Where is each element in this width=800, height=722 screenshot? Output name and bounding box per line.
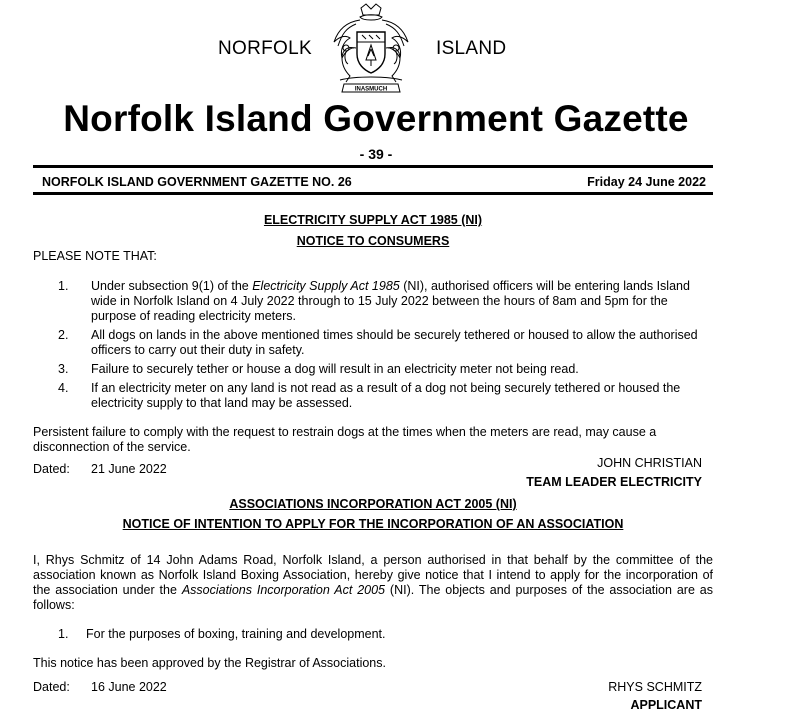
crest-motto: INASMUCH <box>354 86 388 93</box>
signatory-title: APPLICANT <box>630 698 702 712</box>
list-item-number: 4. <box>58 381 69 395</box>
gazette-info-line <box>42 175 706 189</box>
association-paragraph: I, Rhys Schmitz of 14 John Adams Road, Norfolk Island, a person authorised in that behalf by the committee of the association known as Norfolk Island Boxing Association, hereby give notice that I intend to apply for the incorporation of the association under the Associations Incorporation Act 2005 (NI). The objects and purposes of the association are as follows: <box>33 553 713 612</box>
header-norfolk-word: NORFOLK <box>218 38 312 59</box>
electricity-act-heading: ELECTRICITY SUPPLY ACT 1985 (NI) <box>263 213 483 227</box>
header-rule-bottom <box>33 192 713 195</box>
consumer-notice-list <box>58 279 706 415</box>
list-item <box>58 328 706 358</box>
gazette-title: Norfolk Island Government Gazette <box>63 98 689 139</box>
signatory-name: JOHN CHRISTIAN <box>597 456 702 470</box>
header-island-word: ISLAND <box>436 38 507 59</box>
list-item <box>58 381 706 411</box>
signatory-title: TEAM LEADER ELECTRICITY <box>526 475 702 489</box>
intention-notice-heading: NOTICE OF INTENTION TO APPLY FOR THE INCORPORATION OF AN ASSOCIATION <box>122 517 624 531</box>
header-rule-top <box>33 165 713 168</box>
page-number: - 39 - <box>359 146 393 162</box>
list-item-number: 1. <box>58 279 69 293</box>
list-item <box>58 627 386 642</box>
dated-label: Dated: <box>33 462 70 476</box>
notice-to-consumers-heading: NOTICE TO CONSUMERS <box>296 234 450 248</box>
associations-act-heading: ASSOCIATIONS INCORPORATION ACT 2005 (NI) <box>229 497 517 511</box>
gazette-date: Friday 24 June 2022 <box>587 175 706 189</box>
list-item-text: Failure to securely tether or house a dog will result in an electricity meter not being read. <box>91 362 579 376</box>
persistent-failure-paragraph: Persistent failure to comply with the request to restrain dogs at the times when the meters are read, may cause a disconnection of the service. <box>33 425 657 454</box>
list-item-number: 3. <box>58 362 69 376</box>
list-item <box>58 279 706 324</box>
gazette-number: NORFOLK ISLAND GOVERNMENT GAZETTE NO. 26 <box>42 175 352 189</box>
approved-statement: This notice has been approved by the Registrar of Associations. <box>33 656 386 670</box>
list-item-text: If an electricity meter on any land is not read as a result of a dog not being securely tethered or housed the electricity supply to that land may be assessed. <box>91 381 681 410</box>
list-item-text: All dogs on lands in the above mentioned times should be securely tethered or housed to allow the authorised officers to carry out their duty in safety. <box>91 328 698 357</box>
dated-value: 21 June 2022 <box>91 462 167 476</box>
list-item <box>58 362 706 377</box>
list-item-number: 2. <box>58 328 69 342</box>
dated-label: Dated: <box>33 680 70 694</box>
signatory-name: RHYS SCHMITZ <box>608 680 702 694</box>
list-item-text: Under subsection 9(1) of the Electricity Supply Act 1985 (NI), authorised officers will be entering lands Island wide in Norfolk Island on 4 July 2022 through to 15 July 2022 between the hours of 8am and 5pm for the purpose of reading electricity meters. <box>91 279 690 323</box>
coat-of-arms-crest <box>316 2 426 96</box>
dated-value: 16 June 2022 <box>91 680 167 694</box>
list-item-number: 1. <box>58 627 69 641</box>
list-item-text: For the purposes of boxing, training and development. <box>86 627 386 641</box>
please-note-intro: PLEASE NOTE THAT: <box>33 249 157 263</box>
